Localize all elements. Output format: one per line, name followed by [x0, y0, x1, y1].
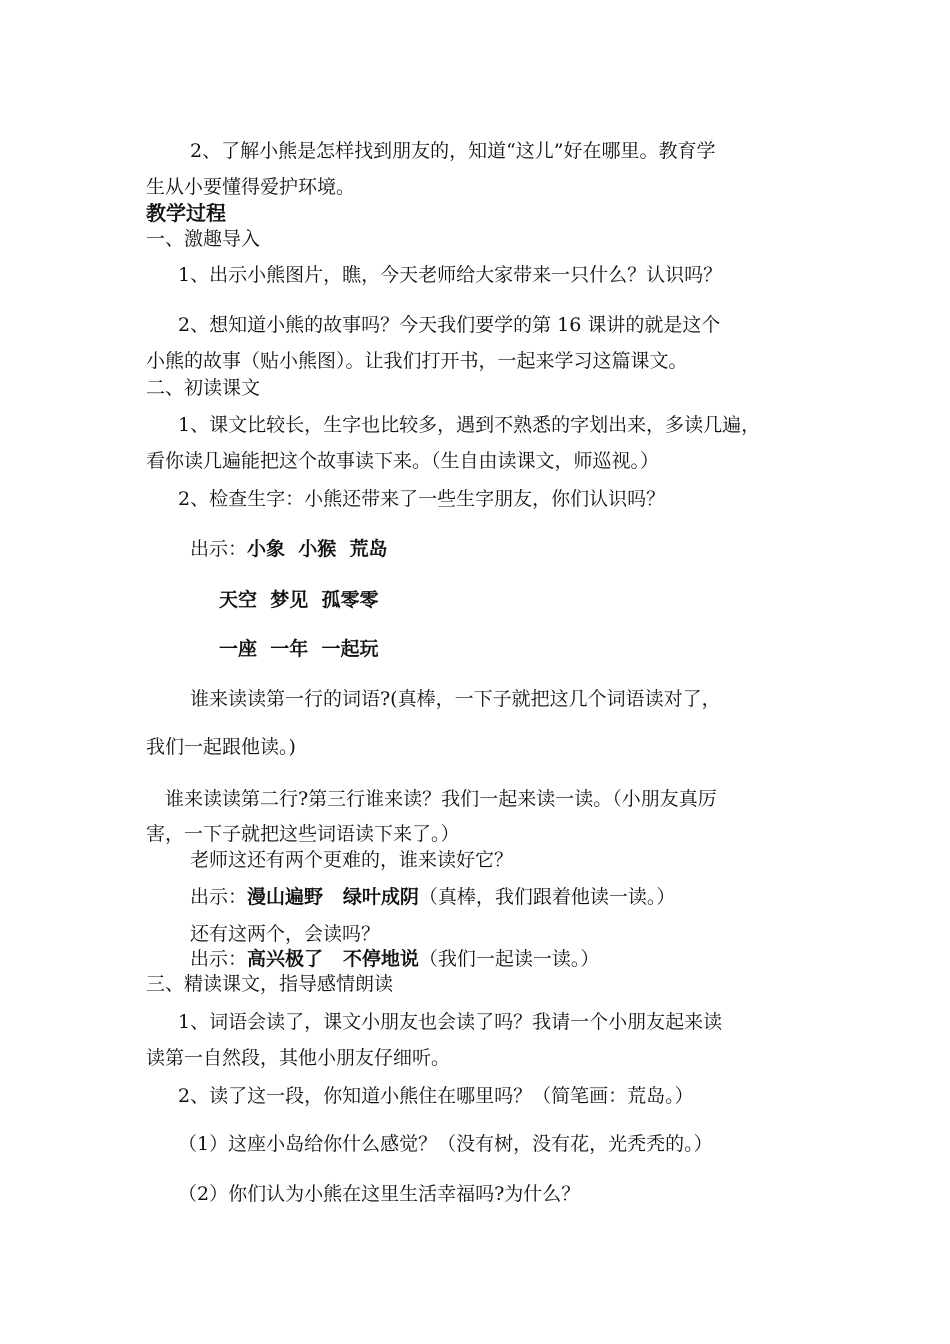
- section-3-paragraph-1-line-2: 读第一自然段，其他小朋友仔细听。: [146, 1047, 451, 1069]
- section-2-paragraph-1-line-2: 看你读几遍能把这个故事读下来。（生自由读课文，师巡视。）: [146, 450, 660, 472]
- goal-2-line-2: 生从小要懂得爱护环境。: [146, 176, 356, 198]
- section-1-heading: 一、激趣导入: [146, 228, 261, 250]
- difficult-words-1: 漫山遍野 绿叶成阴: [247, 886, 419, 908]
- section-2-paragraph-2: 2、检查生字：小熊还带来了一些生字朋友，你们认识吗？: [178, 488, 666, 510]
- section-3-question-2: （2）你们认为小熊在这里生活幸福吗?为什么？: [178, 1183, 581, 1205]
- section-2-paragraph-4-line-1: 谁来读读第二行?第三行谁来读？我们一起来读一读。（小朋友真厉: [165, 788, 717, 810]
- words-row-1: 小象 小猴 荒岛: [247, 538, 388, 560]
- show-difficult-words-1: [190, 884, 675, 910]
- show-label: 出示：: [190, 948, 248, 970]
- words-row-3: 一座 一年 一起玩: [219, 638, 379, 660]
- section-3-question-1: （1）这座小岛给你什么感觉？（没有树，没有花，光秃秃的。）: [178, 1133, 713, 1155]
- section-1-paragraph-2-line-1: 2、想知道小熊的故事吗？今天我们要学的第 16 课讲的就是这个: [178, 314, 721, 336]
- show-label: 出示：: [190, 886, 248, 908]
- show-difficult-words-2: [190, 946, 599, 972]
- process-title: 教学过程: [146, 201, 226, 225]
- section-2-paragraph-3-line-2: 我们一起跟他读。): [146, 736, 296, 758]
- difficult-words-2-note: （我们一起读一读。）: [418, 948, 600, 970]
- section-2-heading: 二、初读课文: [146, 377, 261, 399]
- section-3-paragraph-1-line-1: 1、词语会读了，课文小朋友也会读了吗？我请一个小朋友起来读: [178, 1011, 723, 1033]
- section-2-paragraph-1-line-1: 1、课文比较长，生字也比较多，遇到不熟悉的字划出来，多读几遍，: [178, 414, 761, 436]
- difficult-words-1-note: （真棒，我们跟着他读一读。）: [418, 886, 676, 908]
- section-2-paragraph-5: 老师这还有两个更难的，谁来读好它？: [190, 849, 514, 871]
- difficult-words-2: 高兴极了 不停地说: [247, 948, 419, 970]
- section-1-paragraph-2-line-2: 小熊的故事（贴小熊图）。让我们打开书，一起来学习这篇课文。: [146, 350, 688, 372]
- section-3-heading: 三、精读课文，指导感情朗读: [146, 973, 394, 995]
- section-1-paragraph-1: 1、出示小熊图片，瞧，今天老师给大家带来一只什么？认识吗？: [178, 264, 723, 286]
- section-3-paragraph-2: 2、读了这一段，你知道小熊住在哪里吗？（简笔画：荒岛。）: [178, 1085, 694, 1107]
- goal-2-line-1: 2、了解小熊是怎样找到朋友的，知道“这儿”好在哪里。教育学: [190, 140, 716, 162]
- section-2-paragraph-3-line-1: 谁来读读第一行的词语?(真棒，一下子就把这几个词语读对了，: [190, 688, 721, 710]
- section-2-paragraph-6: 还有这两个，会读吗？: [190, 923, 381, 945]
- show-label: 出示：: [190, 538, 248, 560]
- word-list-row-1: [190, 536, 387, 562]
- section-2-paragraph-4-line-2: 害，一下子就把这些词语读下来了。）: [146, 823, 460, 845]
- words-row-2: 天空 梦见 孤零零: [219, 589, 379, 611]
